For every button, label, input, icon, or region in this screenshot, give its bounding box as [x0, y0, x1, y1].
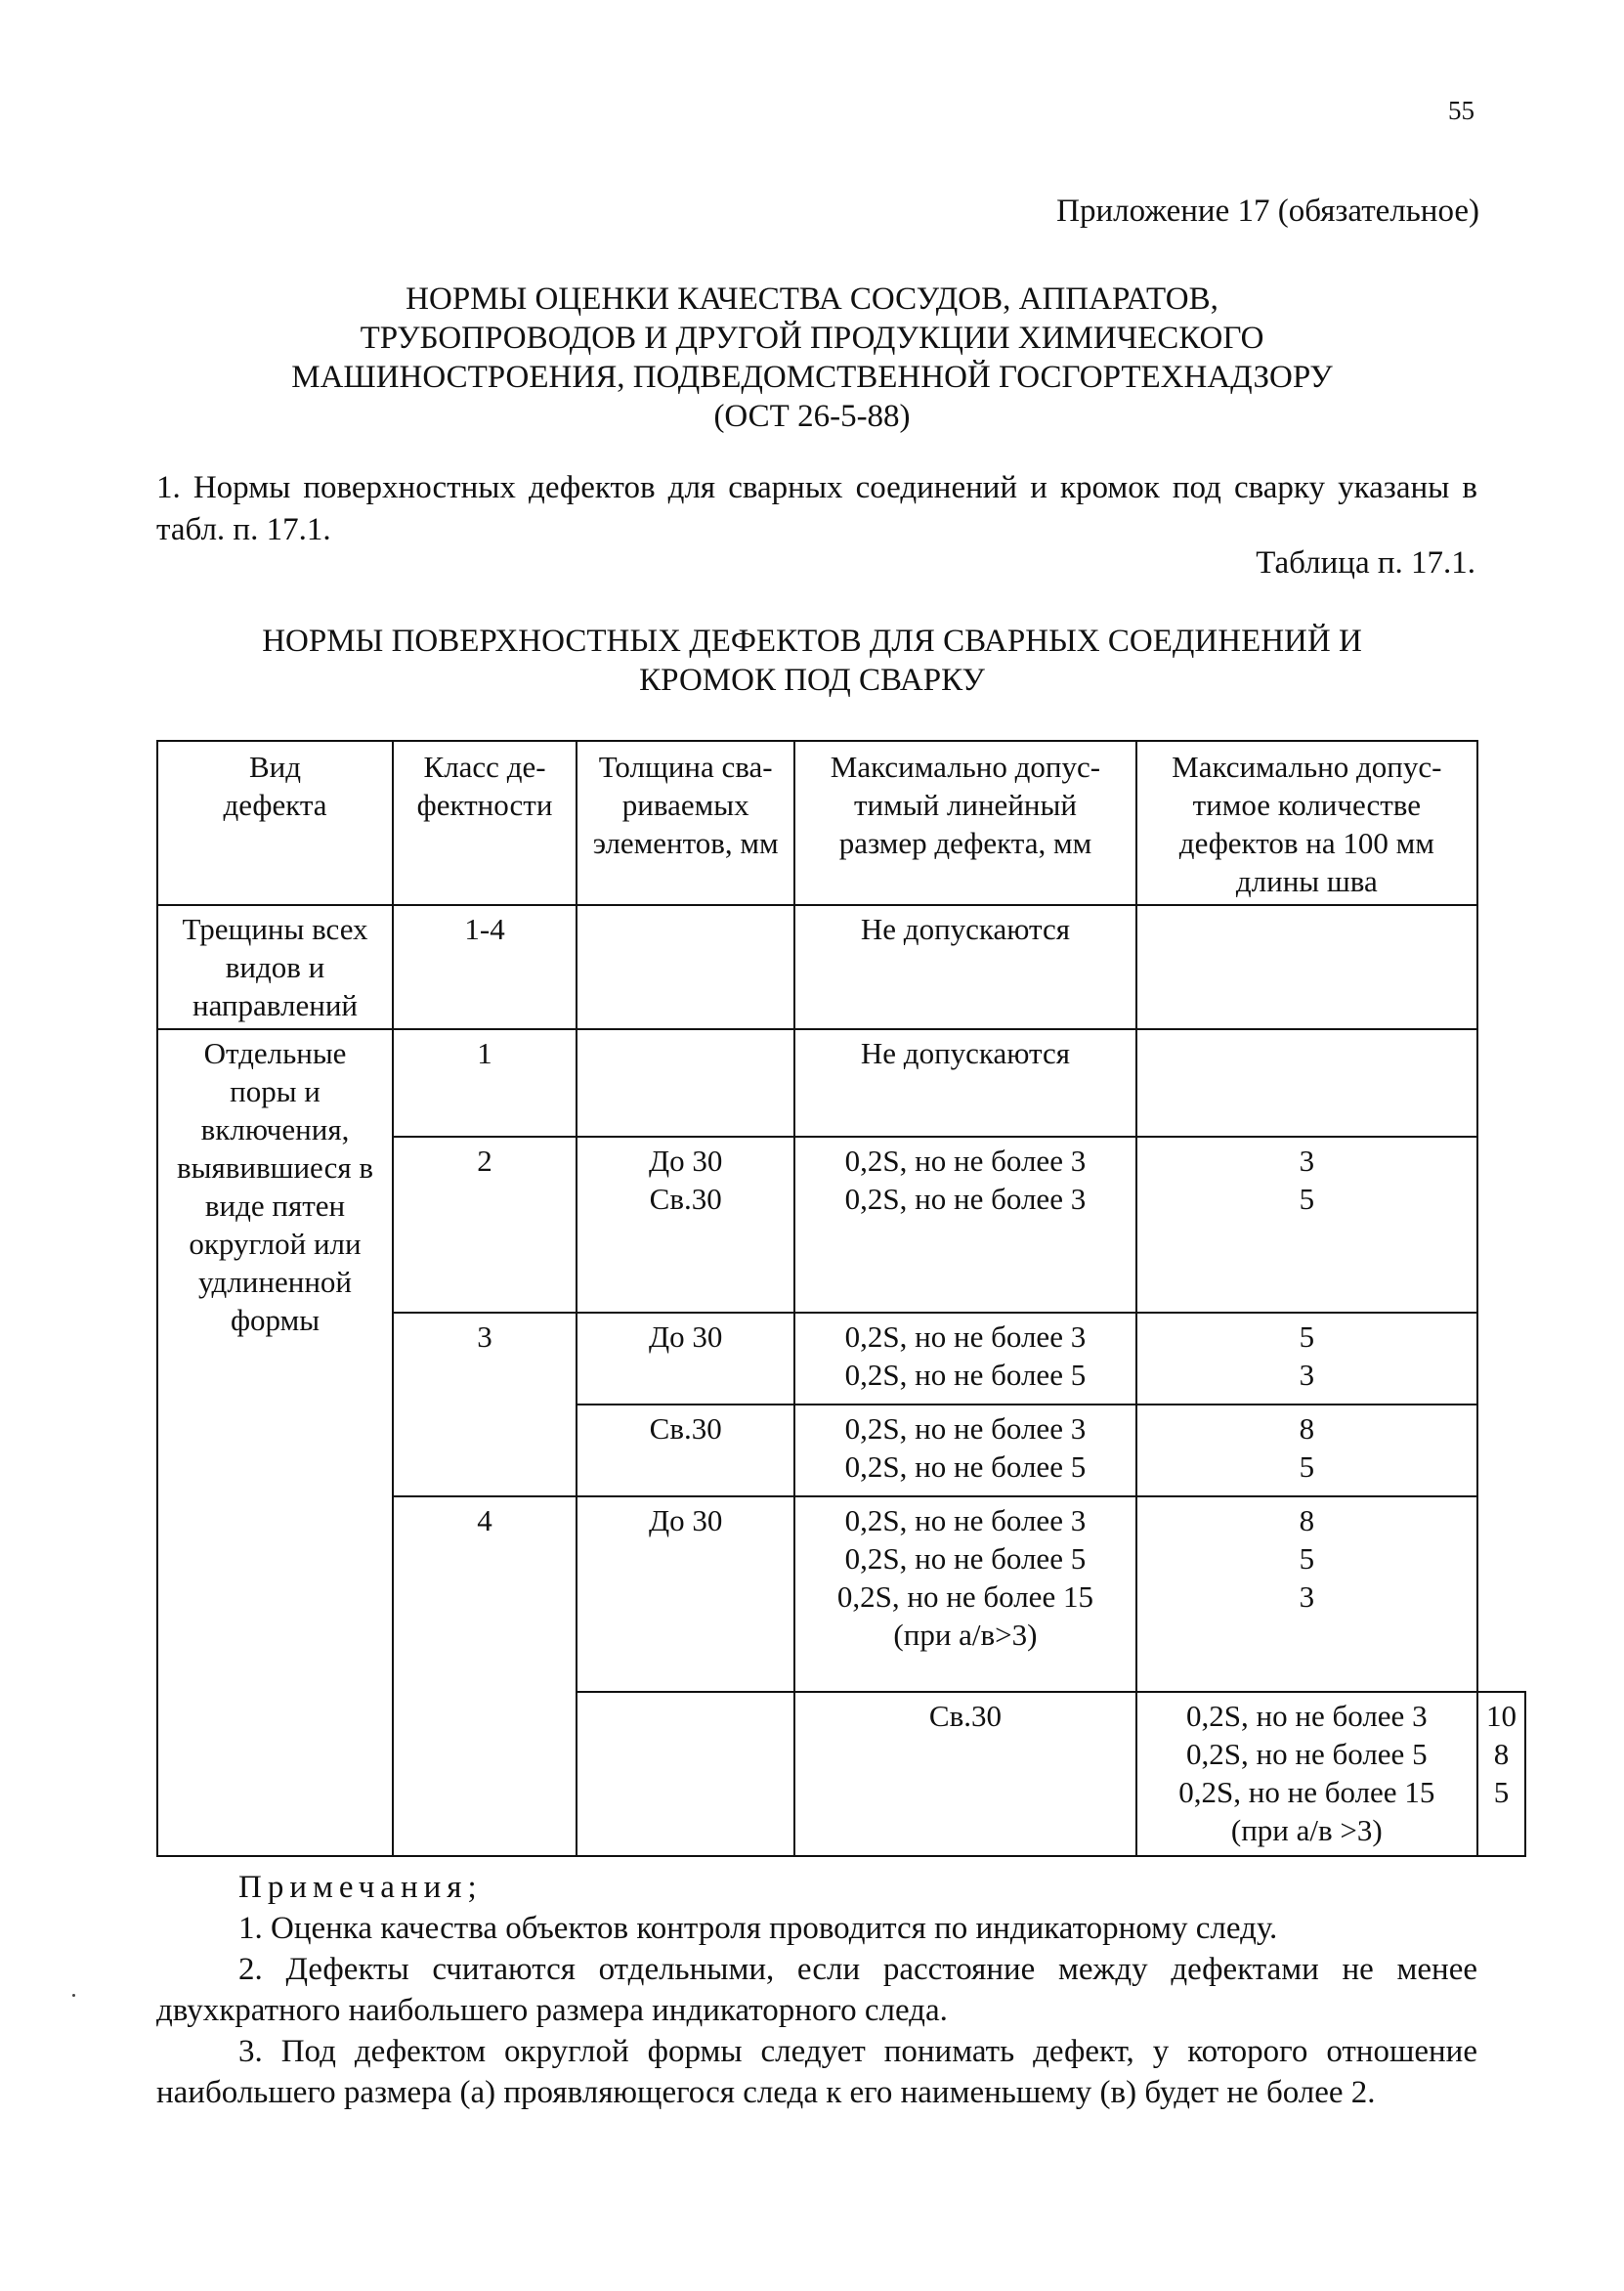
- cell-size: [794, 1137, 1135, 1313]
- cell-text: 10: [1486, 1699, 1517, 1733]
- cell-text: Трещины всех: [182, 912, 368, 946]
- notes-heading: Примечания;: [238, 1870, 483, 1905]
- cell-text: округлой или: [189, 1227, 362, 1261]
- cell-thickness: [577, 1137, 794, 1313]
- cell-thickness: [577, 1029, 794, 1137]
- cell-text: 3: [1299, 1579, 1315, 1614]
- cell-text: 0,2S, но не более 3: [844, 1144, 1087, 1178]
- header-defect-class: [393, 741, 577, 905]
- header-text: элементов, мм: [592, 826, 779, 860]
- cell-text: 5: [1299, 1182, 1315, 1216]
- table-header-row: [157, 741, 1525, 905]
- table-title-line: НОРМЫ ПОВЕРХНОСТНЫХ ДЕФЕКТОВ ДЛЯ СВАРНЫХ СОЕДИНЕНИЙ И: [262, 624, 1362, 659]
- note-item: 1. Оценка качества объектов контроля проводится по индикаторному следу.: [238, 1911, 1278, 1946]
- cell-text: выявившиеся в: [177, 1150, 373, 1185]
- cell-thickness: До 30: [577, 1496, 794, 1692]
- cell-count: [1136, 905, 1477, 1029]
- note-item: 2. Дефекты считаются отдельными, если расстояние между дефектами не менее двухкратного наибольшего размера индикаторного следа.: [156, 1952, 1477, 2028]
- cell-count: [1136, 1137, 1477, 1313]
- cell-thickness: До 30: [577, 1313, 794, 1405]
- cell-class: 3: [393, 1313, 577, 1496]
- header-text: фектности: [416, 788, 553, 822]
- cell-defect-type: [157, 905, 393, 1029]
- header-text: Максимально допус-: [1172, 750, 1442, 784]
- cell-size: Не допускаются: [794, 905, 1135, 1029]
- notes-section: [156, 1867, 1477, 2113]
- cell-text: направлений: [192, 988, 359, 1022]
- table-row: [157, 1029, 1525, 1137]
- cell-text: 5: [1299, 1541, 1315, 1576]
- header-max-size: [794, 741, 1135, 905]
- cell-thickness: [577, 905, 794, 1029]
- cell-text: Св.30: [649, 1182, 722, 1216]
- table-label: Таблица п. 17.1.: [1256, 545, 1475, 581]
- cell-text: 8: [1299, 1503, 1315, 1537]
- appendix-label: Приложение 17 (обязательное): [1056, 194, 1479, 229]
- cell-text: (при а/в>3): [893, 1618, 1038, 1652]
- cell-text: 0,2S, но не более 5: [844, 1358, 1087, 1392]
- cell-defect-type-cont: [577, 1692, 794, 1856]
- cell-text: (при а/в >3): [1230, 1813, 1383, 1847]
- cell-size: [794, 1496, 1135, 1692]
- cell-defect-type: [157, 1029, 393, 1856]
- page-number: 55: [1448, 96, 1474, 125]
- cell-count: [1477, 1692, 1525, 1856]
- cell-text: 0,2S, но не более 15: [836, 1579, 1093, 1614]
- cell-text: видов и: [225, 950, 325, 984]
- cell-text: 0,2S, но не более 15: [1178, 1775, 1435, 1809]
- header-defect-type: [157, 741, 393, 905]
- cell-text: 0,2S, но не более 3: [844, 1503, 1087, 1537]
- cell-text: 5: [1299, 1449, 1315, 1484]
- header-text: тимое количестве: [1192, 788, 1422, 822]
- cell-size: [1136, 1692, 1477, 1856]
- cell-class: 1-4: [393, 905, 577, 1029]
- cell-text: 3: [1299, 1358, 1315, 1392]
- title-line: НОРМЫ ОЦЕНКИ КАЧЕСТВА СОСУДОВ, АППАРАТОВ,: [406, 281, 1218, 317]
- cell-count: [1136, 1405, 1477, 1496]
- cell-size: [794, 1313, 1135, 1405]
- cell-class: 2: [393, 1137, 577, 1313]
- scan-speck: [72, 1994, 75, 1997]
- header-text: Класс де-: [423, 750, 546, 784]
- cell-count: [1136, 1313, 1477, 1405]
- cell-text: поры и: [230, 1074, 321, 1108]
- table-title: [147, 622, 1477, 700]
- cell-class: 1: [393, 1029, 577, 1137]
- cell-thickness: Св.30: [577, 1405, 794, 1496]
- defects-table: [156, 740, 1526, 1857]
- table-row: [157, 905, 1525, 1029]
- cell-text: 5: [1299, 1319, 1315, 1354]
- cell-text: 0,2S, но не более 3: [1186, 1699, 1428, 1733]
- cell-count: [1136, 1496, 1477, 1692]
- header-text: Максимально допус-: [830, 750, 1101, 784]
- cell-thickness: Св.30: [794, 1692, 1135, 1856]
- cell-text: удлиненной: [198, 1265, 352, 1299]
- cell-text: виде пятен: [204, 1189, 346, 1223]
- cell-size: Не допускаются: [794, 1029, 1135, 1137]
- cell-text: 0,2S, но не более 5: [844, 1449, 1087, 1484]
- intro-text: указаны в табл. п. 17.1.: [156, 470, 1477, 547]
- header-text: Толщина сва-: [598, 750, 773, 784]
- title-line: (ОСТ 26-5-88): [713, 399, 911, 434]
- cell-text: 0,2S, но не более 5: [1186, 1737, 1428, 1771]
- cell-text: 0,2S, но не более 3: [844, 1411, 1087, 1446]
- cell-text: 0,2S, но не более 3: [844, 1182, 1087, 1216]
- table-title-line: КРОМОК ПОД СВАРКУ: [639, 663, 985, 698]
- header-text: дефектов на 100 мм: [1178, 826, 1434, 860]
- cell-text: формы: [230, 1303, 321, 1337]
- title-line: МАШИНОСТРОЕНИЯ, ПОДВЕДОМСТВЕННОЙ ГОСГОРТЕХНАДЗОРУ: [291, 360, 1333, 395]
- cell-text: 0,2S, но не более 3: [844, 1319, 1087, 1354]
- cell-text: 0,2S, но не более 5: [844, 1541, 1087, 1576]
- cell-count: [1136, 1029, 1477, 1137]
- header-text: длины шва: [1235, 864, 1378, 898]
- note-item: 3. Под дефектом округлой формы следует понимать дефект, у которого отношение наибольшего размера (а) проявляющегося следа к его наименьшему (в) будет не более 2.: [156, 2034, 1477, 2110]
- header-text: Вид: [248, 750, 302, 784]
- cell-text: 3: [1299, 1144, 1315, 1178]
- cell-text: До 30: [648, 1144, 723, 1178]
- cell-size: [794, 1405, 1135, 1496]
- cell-text: 5: [1493, 1775, 1510, 1809]
- intro-text: 1. Нормы поверхностных дефектов для сварных соединений и кромок под сварку: [156, 470, 1325, 505]
- header-text: риваемых: [621, 788, 749, 822]
- cell-text: включения,: [200, 1112, 350, 1146]
- header-text: дефекта: [223, 788, 327, 822]
- cell-text: Отдельные: [203, 1036, 347, 1070]
- cell-text: 8: [1493, 1737, 1510, 1771]
- header-text: тимый линейный: [853, 788, 1077, 822]
- cell-class: 4: [393, 1496, 577, 1856]
- header-max-count: [1136, 741, 1477, 905]
- title-line: ТРУБОПРОВОДОВ И ДРУГОЙ ПРОДУКЦИИ ХИМИЧЕСКОГО: [360, 321, 1264, 356]
- intro-paragraph: [156, 467, 1477, 551]
- cell-text: 8: [1299, 1411, 1315, 1446]
- document-title: [147, 280, 1477, 436]
- header-text: размер дефекта, мм: [838, 826, 1092, 860]
- header-thickness: [577, 741, 794, 905]
